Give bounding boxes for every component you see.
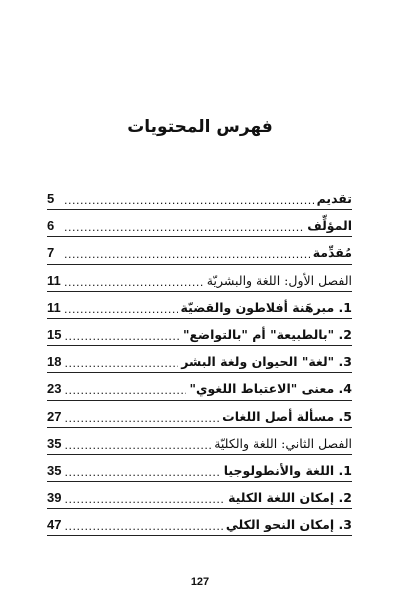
toc-entry-page: 11 xyxy=(47,299,61,315)
toc-entry-page: 27 xyxy=(47,408,62,424)
toc-dot-leader xyxy=(64,331,180,342)
toc-entry xyxy=(47,185,352,212)
toc-dot-leader xyxy=(64,195,314,206)
toc-dot-leader xyxy=(64,222,304,233)
toc-entry-title: تقديم xyxy=(316,191,352,207)
toc-dot-leader xyxy=(64,385,186,396)
toc-entry-title: 3. إمكان النحو الكلي xyxy=(225,517,352,533)
toc-entry xyxy=(47,348,352,375)
toc-entry-title: 4. معنى "الاعتباط اللغوي" xyxy=(189,381,352,397)
toc-entry-title: 1. اللغة والأنطولوجيا xyxy=(223,462,352,478)
toc-entry-title: مُقدِّمة xyxy=(312,245,352,261)
toc-entry xyxy=(47,212,352,239)
toc-dot-leader xyxy=(64,249,310,260)
toc-entry-page: 6 xyxy=(47,218,55,234)
toc-dot-leader xyxy=(64,521,222,532)
toc-dot-leader xyxy=(64,277,204,288)
toc-entry xyxy=(47,321,352,348)
toc-entry xyxy=(47,375,352,402)
toc-entry-page: 7 xyxy=(47,245,55,261)
toc-dot-leader xyxy=(64,467,220,478)
toc-entry-title: 5. مسألة أصل اللغات xyxy=(222,408,352,424)
toc-entry xyxy=(47,294,352,321)
toc-chapter-title: الفصل الثاني: اللغة والكليّة xyxy=(214,435,352,451)
toc-entry-page: 47 xyxy=(47,517,62,533)
toc-entry-title: 1. مبرهَنة أفلاطون والقضيّة xyxy=(180,299,352,315)
toc-chapter-entry xyxy=(47,267,352,294)
page-title: فهرس المحتويات xyxy=(127,117,273,137)
page-number: 127 xyxy=(190,576,210,588)
toc-entry-page: 35 xyxy=(47,435,62,451)
toc-entry-title: 2. إمكان اللغة الكلية xyxy=(228,490,352,506)
toc-chapter-title: الفصل الأول: اللغة والبشريّة xyxy=(206,272,352,288)
toc-entry xyxy=(47,511,352,538)
toc-entry xyxy=(47,403,352,430)
toc-entry-title: 2. "بالطبيعة" أم "بالتواضع" xyxy=(182,327,352,343)
table-of-contents xyxy=(47,185,352,538)
toc-chapter-entry xyxy=(47,430,352,457)
toc-entry-title: المؤلِّف xyxy=(307,218,352,234)
toc-entry-page: 11 xyxy=(47,272,61,288)
toc-entry-page: 23 xyxy=(47,381,62,397)
toc-entry-page: 39 xyxy=(47,490,62,506)
toc-entry-page: 35 xyxy=(47,462,62,478)
toc-dot-leader xyxy=(64,494,225,505)
toc-entry-title: 3. "لغة" الحيوان ولغة البشر xyxy=(181,354,352,370)
toc-entry xyxy=(47,457,352,484)
toc-dot-leader xyxy=(64,413,219,424)
toc-entry-page: 5 xyxy=(47,191,55,207)
toc-dot-leader xyxy=(64,304,178,315)
toc-dot-leader xyxy=(64,358,178,369)
toc-dot-leader xyxy=(64,440,211,451)
toc-entry xyxy=(47,484,352,511)
toc-entry xyxy=(47,239,352,266)
toc-entry-page: 18 xyxy=(47,354,62,370)
toc-entry-page: 15 xyxy=(47,327,62,343)
